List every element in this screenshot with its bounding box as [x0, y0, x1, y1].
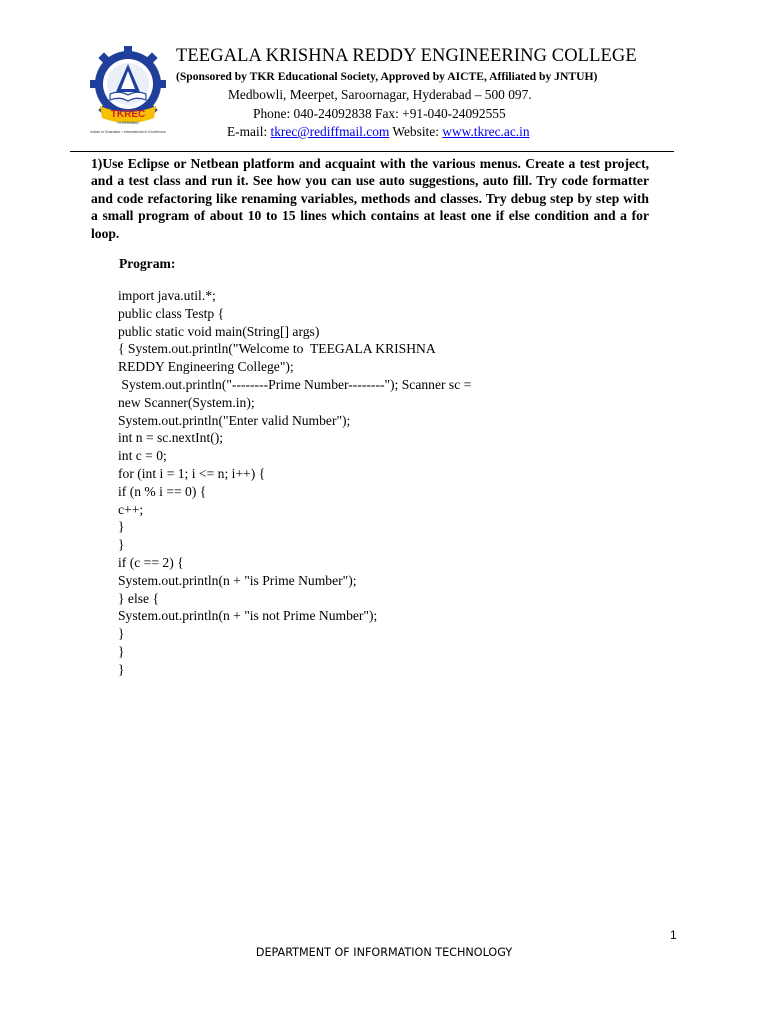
code-line: if (n % i == 0) {	[118, 483, 207, 499]
code-line: int c = 0;	[118, 448, 167, 464]
code-line: System.out.println("--------Prime Number--------"); Scanner sc =	[118, 376, 472, 392]
code-line: }	[118, 537, 125, 553]
code-line: if (c == 2) {	[118, 554, 184, 570]
logo-text: TKREC	[110, 109, 146, 120]
code-line: }	[118, 643, 125, 659]
header-divider	[70, 151, 674, 152]
footer-department: DEPARTMENT OF INFORMATION TECHNOLOGY	[255, 946, 513, 959]
sponsor-line: (Sponsored by TKR Educational Society, Approved by AICTE, Affiliated by JNTUH)	[176, 70, 598, 83]
code-line: int n = sc.nextInt();	[118, 430, 224, 446]
email-label: E-mail:	[227, 124, 271, 139]
code-line: }	[118, 519, 125, 535]
logo-subtext: HYDERABAD	[117, 121, 139, 125]
code-line: System.out.println(n + "is not Prime Number");	[118, 608, 378, 624]
code-line: for (int i = 1; i <= n; i++) {	[118, 465, 266, 481]
code-line: REDDY Engineering College");	[118, 359, 294, 375]
contact-line	[227, 124, 530, 140]
code-line: c++;	[118, 501, 144, 517]
phone-line: Phone: 040-24092838 Fax: +91-040-24092555	[253, 106, 506, 121]
code-line: } else {	[118, 590, 159, 606]
email-link[interactable]: tkrec@rediffmail.com	[270, 124, 390, 139]
logo-motto: Indian in Character • International in Excellence	[90, 130, 166, 134]
question-text: 1)Use Eclipse or Netbean platform and acquaint with the various menus. Create a test project, and a test class and run it. See how you can use auto suggestions, auto fill. Try code formatter and code refactoring like renaming variables, methods and classes. Try debug step by step with a small program of about 10 to 15 lines which contains at least one if else condition and a for loop.	[91, 156, 649, 241]
code-line: System.out.println("Enter valid Number");	[118, 412, 351, 428]
program-label: Program:	[119, 256, 176, 271]
code-line: public class Testp {	[118, 305, 225, 321]
code-block	[118, 287, 471, 679]
address-line: Medbowli, Meerpet, Saroornagar, Hyderabad – 500 097.	[228, 87, 532, 102]
code-line: public static void main(String[] args)	[118, 323, 320, 339]
code-line: new Scanner(System.in);	[118, 394, 255, 410]
college-name: TEEGALA KRISHNA REDDY ENGINEERING COLLEGE	[176, 46, 637, 66]
code-line: }	[118, 626, 125, 642]
code-line: }	[118, 661, 125, 677]
website-link[interactable]: www.tkrec.ac.in	[442, 124, 530, 139]
code-line: { System.out.println("Welcome to TEEGALA KRISHNA	[118, 341, 436, 357]
page-number: 1	[670, 928, 677, 942]
code-line: import java.util.*;	[118, 288, 216, 303]
website-label: Website:	[389, 124, 443, 139]
college-logo	[80, 44, 176, 136]
code-line: System.out.println(n + "is Prime Number");	[118, 572, 357, 588]
